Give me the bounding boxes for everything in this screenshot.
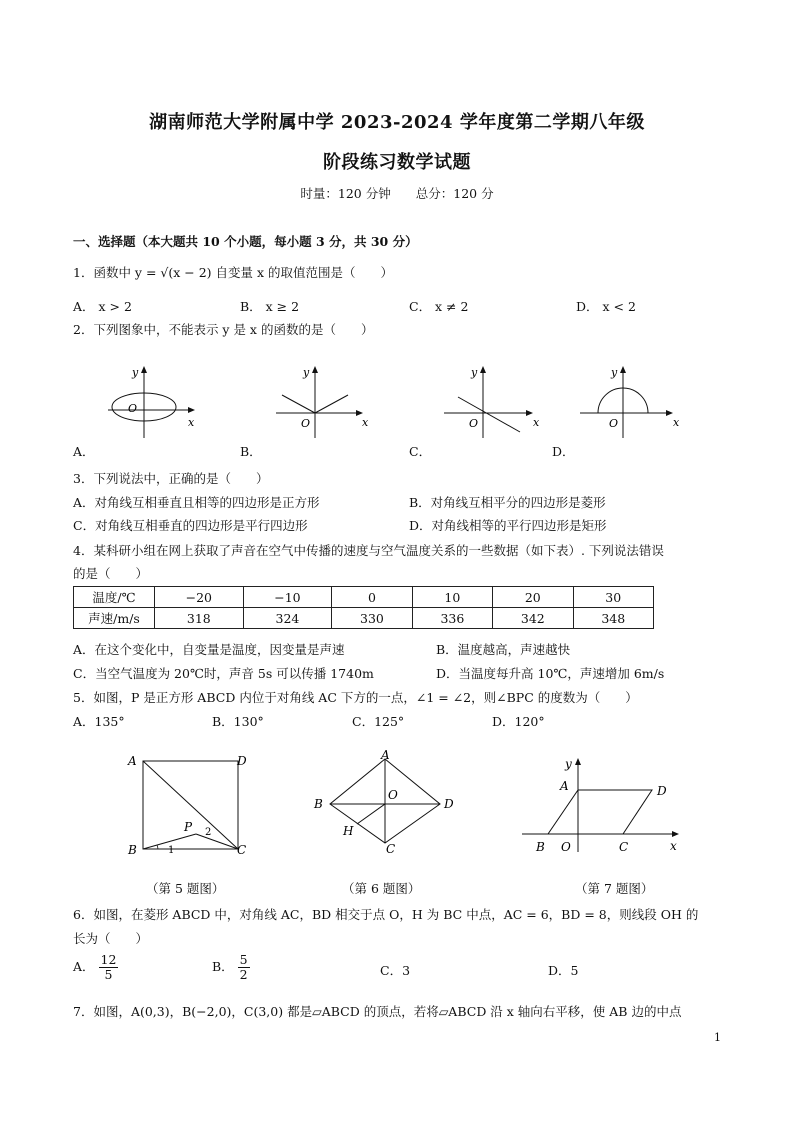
table-row — [74, 608, 654, 629]
q6-option-a-prefix: A． — [73, 959, 95, 974]
question-7: 7．如图，A(0,3)，B(−2,0)，C(3,0) 都是▱ABCD 的顶点，若将▱ABCD 沿 x 轴向右平移，使 AB 边的中点 — [73, 1004, 682, 1019]
exam-meta: 时量：120 分钟 总分：120 分 — [300, 186, 494, 201]
q2-graph-a — [100, 360, 210, 440]
q2-graph-b-x-label: x — [362, 416, 369, 429]
fig5-angle-1: 1 — [168, 845, 175, 856]
fig7-label-o: O — [561, 840, 571, 854]
q2-label-a: A． — [73, 444, 95, 459]
q6-option-a-fraction — [99, 953, 119, 982]
q1-option-a: A． x > 2 — [73, 299, 132, 314]
q2-label-b: B． — [240, 444, 262, 459]
q3-option-a: A．对角线互相垂直且相等的四边形是正方形 — [73, 495, 320, 510]
fig6-label-o: O — [388, 788, 398, 802]
q2-graph-c-origin: O — [469, 417, 479, 430]
fig5-label-d: D — [237, 754, 247, 768]
table-cell: 324 — [243, 608, 332, 629]
q2-graph-d-origin: O — [609, 417, 619, 430]
q2-label-c: C． — [409, 444, 432, 459]
q4-option-b: B．温度越高，声速越快 — [436, 642, 571, 657]
fig6-label-b: B — [314, 797, 323, 811]
question-3: 3．下列说法中，正确的是（ ） — [73, 471, 269, 486]
q6-option-b-fraction — [238, 953, 250, 982]
q6-option-d: D．5 — [548, 963, 579, 978]
question-6: 6．如图，在菱形 ABCD 中，对角线 AC，BD 相交于点 O，H 为 BC 中点，AC = 6，BD = 8，则线段 OH 的 — [73, 907, 699, 922]
q2-graph-b-y-label: y — [303, 366, 310, 379]
table-cell: 342 — [493, 608, 573, 629]
page-subtitle: 阶段练习数学试题 — [323, 152, 471, 173]
fig5-label-b: B — [128, 843, 137, 857]
q2-graph-a-x-label: x — [188, 416, 195, 429]
fig7-label-a: A — [560, 779, 569, 793]
figure-7 — [520, 752, 690, 862]
q2-graph-d-x-label: x — [673, 416, 680, 429]
q6-option-c: C．3 — [380, 963, 411, 978]
q2-graph-a-y-label: y — [132, 366, 139, 379]
q3-option-c: C．对角线互相垂直的四边形是平行四边形 — [73, 518, 308, 533]
fraction-numerator: 12 — [100, 952, 117, 967]
fig6-label-d: D — [444, 797, 454, 811]
fig7-label-d: D — [657, 784, 667, 798]
q5-option-d: D．120° — [492, 714, 545, 729]
q6-option-a — [73, 953, 118, 982]
q2-label-d: D． — [552, 444, 575, 459]
fraction-denominator: 2 — [239, 967, 248, 982]
question-2: 2．下列图象中，不能表示 y 是 x 的函数的是（ ） — [73, 322, 374, 337]
figure-6-caption: （第 6 题图） — [342, 881, 421, 896]
question-1: 1．函数中 y = √(x − 2) 自变量 x 的取值范围是（ ） — [73, 265, 394, 280]
table-cell: −20 — [155, 587, 244, 608]
table-cell: 318 — [155, 608, 244, 629]
q5-option-c: C．125° — [352, 714, 405, 729]
q2-graph-b — [268, 360, 378, 440]
table-header-cell: 声速/m/s — [74, 608, 155, 629]
q1-option-d: D． x < 2 — [576, 299, 636, 314]
figure-5 — [120, 750, 260, 860]
page-number: 1 — [714, 1031, 721, 1044]
table-cell: 330 — [332, 608, 412, 629]
table-cell: 10 — [412, 587, 492, 608]
fraction-denominator: 5 — [104, 967, 113, 982]
fig7-label-c: C — [619, 840, 629, 854]
speed-table — [73, 586, 654, 629]
q5-option-b: B．130° — [212, 714, 264, 729]
q3-option-d: D．对角线相等的平行四边形是矩形 — [409, 518, 607, 533]
table-cell: 336 — [412, 608, 492, 629]
q4-option-c: C．当空气温度为 20℃时，声音 5s 可以传播 1740m — [73, 666, 374, 681]
figure-7-caption: （第 7 题图） — [575, 881, 654, 896]
table-cell: 20 — [493, 587, 573, 608]
figure-6 — [305, 748, 465, 860]
fig5-angle-2: 2 — [205, 827, 212, 838]
q2-graph-d-y-label: y — [611, 366, 618, 379]
section-heading: 一、选择题（本大题共 10 个小题，每小题 3 分，共 30 分） — [73, 234, 418, 249]
table-cell: 348 — [573, 608, 653, 629]
fig7-label-x: x — [670, 839, 677, 853]
table-header-cell: 温度/℃ — [74, 587, 155, 608]
fig5-label-p: P — [184, 820, 193, 834]
q2-graph-c-y-label: y — [471, 366, 478, 379]
table-cell: 30 — [573, 587, 653, 608]
q4-option-d: D．当温度每升高 10℃，声速增加 6m/s — [436, 666, 665, 681]
q4-option-a: A．在这个变化中，自变量是温度，因变量是声速 — [73, 642, 345, 657]
question-4-line2: 的是（ ） — [73, 566, 149, 581]
q1-option-c: C． x ≠ 2 — [409, 299, 469, 314]
page-title: 湖南师范大学附属中学 2023-2024 学年度第二学期八年级 — [149, 112, 645, 133]
table-cell: 0 — [332, 587, 412, 608]
figure-5-caption: （第 5 题图） — [146, 881, 225, 896]
fig6-label-c: C — [386, 842, 396, 856]
q2-graph-c-x-label: x — [533, 416, 540, 429]
q2-graph-b-origin: O — [301, 417, 311, 430]
q3-option-b: B．对角线互相平分的四边形是菱形 — [409, 495, 606, 510]
question-4: 4．某科研小组在网上获取了声音在空气中传播的速度与空气温度关系的一些数据（如下表）. 下列说法错误 — [73, 543, 664, 558]
table-cell: −10 — [243, 587, 332, 608]
fig5-label-a: A — [128, 754, 137, 768]
table-row — [74, 587, 654, 608]
q2-graph-c — [436, 360, 551, 440]
q1-option-b: B． x ≥ 2 — [240, 299, 300, 314]
question-5: 5．如图，P 是正方形 ABCD 内位于对角线 AC 下方的一点，∠1 = ∠2，则∠BPC 的度数为（ ） — [73, 690, 638, 705]
fig6-label-h: H — [343, 824, 354, 838]
q6-option-b — [212, 953, 250, 982]
fraction-numerator: 5 — [239, 952, 248, 967]
fig7-label-b: B — [536, 840, 545, 854]
question-6-line2: 长为（ ） — [73, 931, 149, 946]
q6-option-b-prefix: B． — [212, 959, 234, 974]
fig7-label-y: y — [565, 757, 572, 771]
fig6-label-a: A — [381, 748, 390, 762]
q2-graph-a-origin: O — [128, 402, 138, 415]
q5-option-a: A．135° — [73, 714, 125, 729]
fig5-label-c: C — [237, 843, 247, 857]
q2-graph-d — [576, 360, 686, 440]
